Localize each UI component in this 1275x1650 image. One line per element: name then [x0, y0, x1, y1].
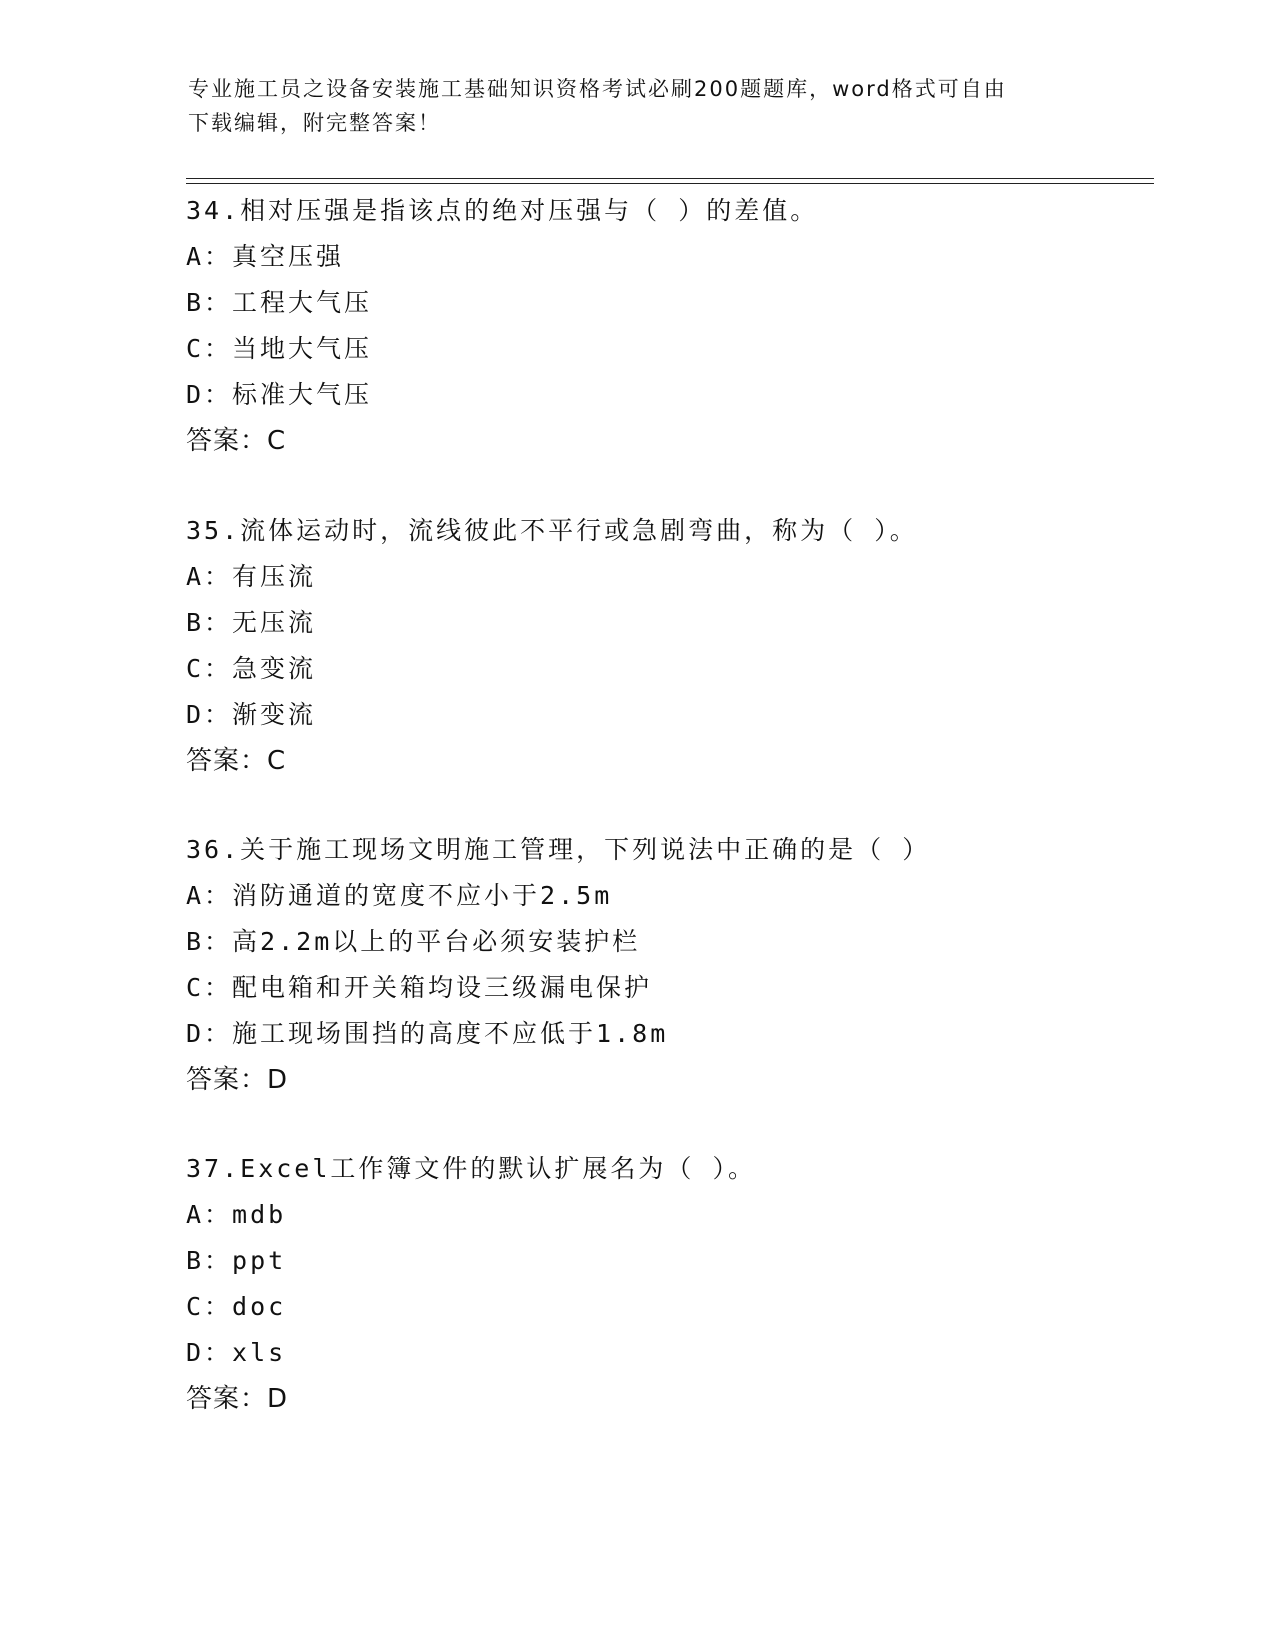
header-line-1: 专业施工员之设备安装施工基础知识资格考试必刷200题题库，word格式可自由 [188, 77, 1007, 101]
header-divider-top [186, 178, 1154, 179]
answer: 答案：D [186, 1065, 289, 1095]
answer: 答案：C [186, 426, 287, 456]
option-c: C：doc [186, 1292, 287, 1321]
question-36 [186, 827, 1146, 1103]
question-37 [186, 1146, 1146, 1422]
question-stem: 35.流体运动时，流线彼此不平行或急剧弯曲，称为（ ）。 [186, 516, 918, 545]
option-a: A：真空压强 [186, 242, 345, 271]
question-stem: 34.相对压强是指该点的绝对压强与（ ）的差值。 [186, 196, 819, 225]
option-d: D：标准大气压 [186, 380, 373, 409]
option-d: D：施工现场围挡的高度不应低于1.8m [186, 1019, 669, 1048]
option-c: C：急变流 [186, 654, 317, 683]
option-b: B：高2.2m以上的平台必须安装护栏 [186, 927, 641, 956]
option-b: B：工程大气压 [186, 288, 373, 317]
option-a: A：消防通道的宽度不应小于2.5m [186, 881, 613, 910]
option-a: A：有压流 [186, 562, 317, 591]
option-c: C：配电箱和开关箱均设三级漏电保护 [186, 973, 653, 1002]
option-a: A：mdb [186, 1200, 287, 1229]
question-stem: 37.Excel工作簿文件的默认扩展名为（ ）。 [186, 1154, 756, 1183]
header-divider-bottom [186, 183, 1154, 184]
option-b: B：ppt [186, 1246, 287, 1275]
answer: 答案：D [186, 1384, 289, 1414]
document-header [188, 72, 1068, 140]
option-c: C：当地大气压 [186, 334, 373, 363]
option-d: D：xls [186, 1338, 287, 1367]
option-d: D：渐变流 [186, 700, 317, 729]
option-b: B：无压流 [186, 608, 317, 637]
question-stem: 36.关于施工现场文明施工管理，下列说法中正确的是（ ） [186, 835, 931, 864]
header-line-2: 下载编辑，附完整答案！ [188, 111, 441, 135]
question-35 [186, 508, 1146, 784]
question-34 [186, 188, 1146, 464]
answer: 答案：C [186, 746, 287, 776]
